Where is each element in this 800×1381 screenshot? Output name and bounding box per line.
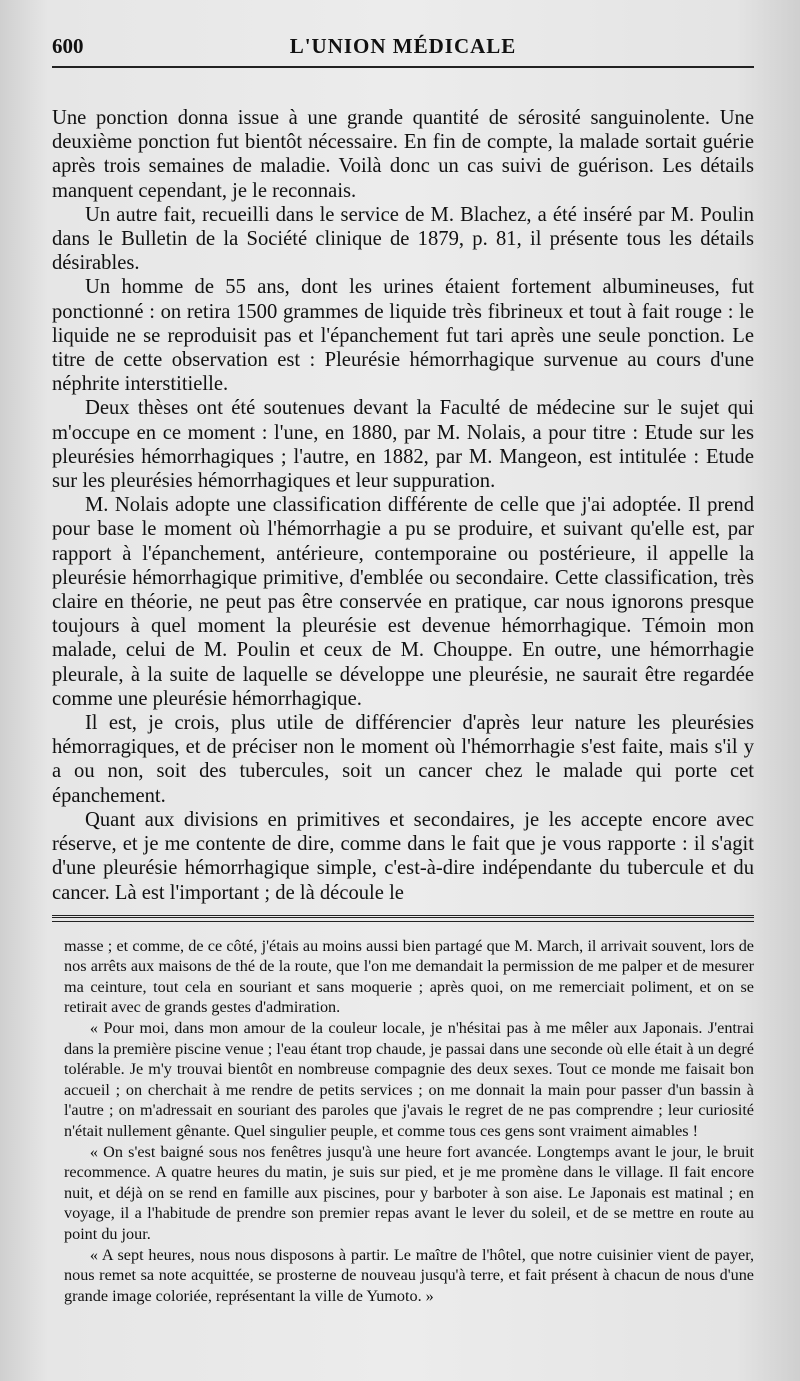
running-title: L'UNION MÉDICALE — [289, 34, 517, 58]
footnote-paragraph: « Pour moi, dans mon amour de la couleur locale, je n'hésitai pas à me mêler aux Japonais. J'entrai dans la première piscine venue ; l'eau étant trop chaude, je passai dans une seconde où elle était à un degré tolérable. Je m'y trouvai bientôt en nombreuse compagnie des deux sexes. Tout ce monde me faisait bon accueil ; on cherchait à me rendre de petits services ; on me donnait la main pour passer d'un bassin à l'autre ; on m'adressait en souriant des paroles que j'avais le regret de ne pas comprendre ; leur curiosité n'était nullement gênante. Quel singulier peuple, et comme tous ces gens sont vraiment aimables ! — [64, 1019, 754, 1141]
paragraph: Il est, je crois, plus utile de différencier d'après leur nature les pleurésies hémorragiques, et de préciser non le moment où l'hémorrhagie s'est faite, mais s'il y a ou non, soit des tubercules, soit un cancer chez le malade qui porte cet épanchement. — [52, 712, 754, 807]
footnote-separator — [52, 915, 754, 922]
footnote — [52, 936, 754, 1307]
footnote-paragraph: « A sept heures, nous nous disposons à partir. Le maître de l'hôtel, que notre cuisinier vient de payer, nous remet sa note acquittée, se prosterne de nouveau jusqu'à terre, et fait présent à chacun de nous d'une grande image coloriée, représentant la ville de Yumoto. » — [64, 1245, 754, 1305]
paragraph: Deux thèses ont été soutenues devant la Faculté de médecine sur le sujet qui m'occupe en ce moment : l'une, en 1880, par M. Nolais, a pour titre : Etude sur les pleurésies hémorrhagiques ; l'autre, en 1882, par M. Mangeon, est intitulée : Etude sur les pleurésies hémorrhagiques et leur suppuration. — [52, 397, 754, 493]
page-number: 600 — [52, 34, 84, 58]
paragraph: Une ponction donna issue à une grande quantité de sérosité sanguinolente. Une deuxième ponction fut bientôt nécessaire. En fin de compte, la malade sortait guérie après trois semaines de maladie. Voilà donc un cas suivi de guérison. Les détails manquent cependant, je le reconnais. — [52, 107, 754, 202]
footnote-paragraph: masse ; et comme, de ce côté, j'étais au moins aussi bien partagé que M. March, il arrivait souvent, lors de nos arrêts aux maisons de thé de la route, que l'on me demandait la permission de me palper et de mesurer ma ceinture, tout cela en souriant et sans moquerie ; après quoi, on me remerciait poliment, et on se retirait avec de grands gestes d'admiration. — [64, 936, 754, 1017]
paragraph: Quant aux divisions en primitives et secondaires, je les accepte encore avec réserve, et je me contente de dire, comme dans le fait que je vous rapporte : il s'agit d'une pleurésie hémorrhagique simple, c'est-à-dire indépendante du tubercule et du cancer. Là est l'important ; de là découle le — [52, 808, 754, 904]
page-header — [52, 26, 754, 68]
paragraph: M. Nolais adopte une classification différente de celle que j'ai adoptée. Il prend pour base le moment où l'hémorrhagie a pu se produire, et suivant qu'elle est, par rapport à l'épanchement, antérieure, contemporaine ou postérieure, il appelle la pleurésie hémorrhagique primitive, d'emblée ou secondaire. Cette classification, très claire en théorie, ne peut pas être conservée en pratique, car nous ignorons presque toujours à quel moment la pleurésie est devenue hémorrhagique. Témoin mon malade, celui de M. Poulin et ceux de M. Chouppe. En outre, une hémorrhagie pleurale, à la suite de laquelle se développe une pleurésie, ne saurait être regardée comme une pleurésie hémorrhagique. — [52, 494, 754, 710]
main-text — [52, 106, 754, 905]
footnote-paragraph: « On s'est baigné sous nos fenêtres jusqu'à une heure fort avancée. Longtemps avant le jour, le bruit recommence. A quatre heures du matin, je suis sur pied, et je me promène dans le village. Il fait encore nuit, et déjà on se rend en famille aux piscines, pour y barboter à son aise. Le Japonais est matinal ; en voyage, il a l'habitude de prendre son premier repas avant le lever du soleil, et de se mettre en route au point du jour. — [64, 1142, 754, 1244]
paragraph: Un homme de 55 ans, dont les urines étaient fortement albumineuses, fut ponctionné : on retira 1500 grammes de liquide très fibrineux et tout à fait rouge : le liquide ne se reproduisit pas et l'épanchement fut tari après une seule ponction. Le titre de cette observation est : Pleurésie hémorrhagique survenue au cours d'une néphrite interstitielle. — [52, 276, 754, 396]
paragraph: Un autre fait, recueilli dans le service de M. Blachez, a été inséré par M. Poulin dans le Bulletin de la Société clinique de 1879, p. 81, il présente tous les détails désirables. — [52, 203, 754, 275]
